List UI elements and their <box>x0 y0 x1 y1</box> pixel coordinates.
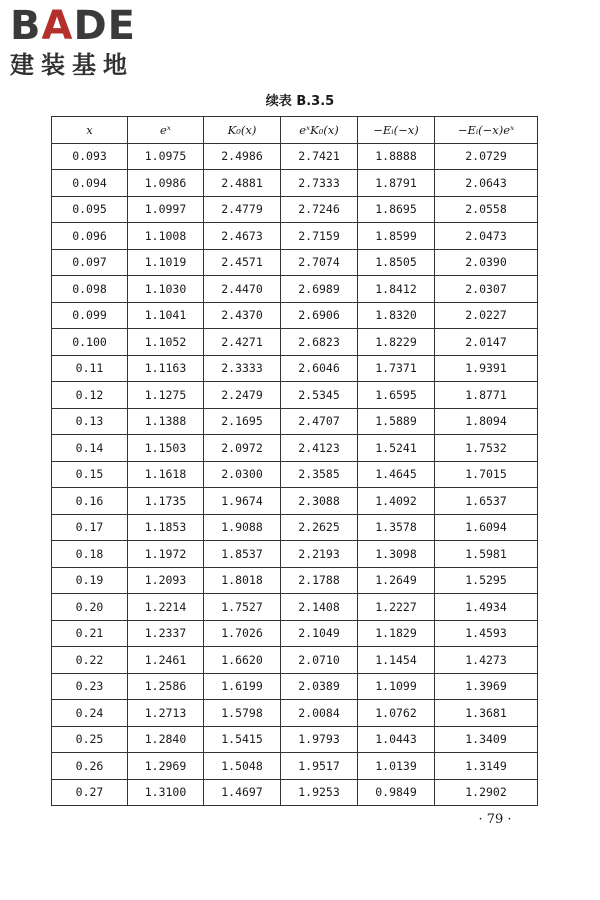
table-cell: 1.2902 <box>435 779 538 806</box>
table-cell: 1.1618 <box>128 461 204 488</box>
table-cell: 2.0729 <box>435 143 538 170</box>
table-cell: 1.4092 <box>358 488 435 515</box>
table-cell: 1.1735 <box>128 488 204 515</box>
table-cell: 2.3585 <box>281 461 358 488</box>
table-cell: 2.0147 <box>435 329 538 356</box>
table-row <box>52 514 538 541</box>
table-row <box>52 700 538 727</box>
table-cell: 2.1788 <box>281 567 358 594</box>
table-cell: 2.6046 <box>281 355 358 382</box>
table-cell: 2.2479 <box>204 382 281 409</box>
table-cell: 1.1099 <box>358 673 435 700</box>
table-cell: 0.26 <box>52 753 128 780</box>
table-cell: 1.8094 <box>435 408 538 435</box>
column-header-x: x <box>52 117 128 144</box>
table-cell: 2.3088 <box>281 488 358 515</box>
table-cell: 2.4881 <box>204 170 281 197</box>
table-cell: 1.1454 <box>358 647 435 674</box>
table-cell: 1.9391 <box>435 355 538 382</box>
table-cell: 1.6094 <box>435 514 538 541</box>
table-cell: 0.25 <box>52 726 128 753</box>
table-row <box>52 196 538 223</box>
table-cell: 2.1695 <box>204 408 281 435</box>
logo-subtitle: 建装基地 <box>10 51 134 79</box>
table-cell: 0.20 <box>52 594 128 621</box>
table-cell: 1.3100 <box>128 779 204 806</box>
table-cell: 2.0227 <box>435 302 538 329</box>
table-cell: 1.0997 <box>128 196 204 223</box>
table-cell: 2.2625 <box>281 514 358 541</box>
table-cell: 2.7074 <box>281 249 358 276</box>
table-cell: 0.096 <box>52 223 128 250</box>
table-cell: 1.2586 <box>128 673 204 700</box>
table-cell: 1.0443 <box>358 726 435 753</box>
table-cell: 1.7532 <box>435 435 538 462</box>
column-header-exp-x: eˣ <box>128 117 204 144</box>
table-row <box>52 249 538 276</box>
table-cell: 0.17 <box>52 514 128 541</box>
data-table <box>51 116 538 806</box>
table-row <box>52 170 538 197</box>
table-cell: 1.6199 <box>204 673 281 700</box>
column-header-exp-k0: eˣK₀(x) <box>281 117 358 144</box>
table-cell: 0.11 <box>52 355 128 382</box>
table-row <box>52 673 538 700</box>
table-cell: 1.7026 <box>204 620 281 647</box>
table-cell: 0.100 <box>52 329 128 356</box>
table-cell: 1.3681 <box>435 700 538 727</box>
table-cell: 1.7371 <box>358 355 435 382</box>
table-row <box>52 302 538 329</box>
table-cell: 1.9674 <box>204 488 281 515</box>
table-cell: 1.4593 <box>435 620 538 647</box>
table-cell: 0.093 <box>52 143 128 170</box>
table-cell: 1.2093 <box>128 567 204 594</box>
table-cell: 2.0390 <box>435 249 538 276</box>
table-cell: 1.4697 <box>204 779 281 806</box>
table-cell: 1.8505 <box>358 249 435 276</box>
table-cell: 1.1275 <box>128 382 204 409</box>
table-cell: 0.27 <box>52 779 128 806</box>
table-cell: 1.2649 <box>358 567 435 594</box>
table-cell: 2.0300 <box>204 461 281 488</box>
table-cell: 1.9253 <box>281 779 358 806</box>
column-header-ei-exp: −Eᵢ(−x)eˣ <box>435 117 538 144</box>
column-header-k0: K₀(x) <box>204 117 281 144</box>
table-row <box>52 488 538 515</box>
table-cell: 0.19 <box>52 567 128 594</box>
table-cell: 1.1829 <box>358 620 435 647</box>
table-cell: 1.1041 <box>128 302 204 329</box>
table-cell: 1.2227 <box>358 594 435 621</box>
table-cell: 1.3409 <box>435 726 538 753</box>
table-cell: 2.4123 <box>281 435 358 462</box>
table-cell: 2.0084 <box>281 700 358 727</box>
table-cell: 2.4673 <box>204 223 281 250</box>
table-cell: 1.9088 <box>204 514 281 541</box>
table-cell: 2.1408 <box>281 594 358 621</box>
table-cell: 1.5889 <box>358 408 435 435</box>
table-cell: 0.098 <box>52 276 128 303</box>
table-cell: 1.5981 <box>435 541 538 568</box>
table-cell: 1.1853 <box>128 514 204 541</box>
table-cell: 1.3578 <box>358 514 435 541</box>
table-cell: 1.8771 <box>435 382 538 409</box>
table-cell: 2.4370 <box>204 302 281 329</box>
logo-wordmark: BADE <box>10 3 136 49</box>
table-row <box>52 382 538 409</box>
table-cell: 0.095 <box>52 196 128 223</box>
table-cell: 0.097 <box>52 249 128 276</box>
table-cell: 1.3149 <box>435 753 538 780</box>
table-cell: 2.4271 <box>204 329 281 356</box>
column-header-ei: −Eᵢ(−x) <box>358 117 435 144</box>
table-cell: 1.2840 <box>128 726 204 753</box>
table-cell: 1.1503 <box>128 435 204 462</box>
table-cell: 2.4707 <box>281 408 358 435</box>
table-cell: 1.5295 <box>435 567 538 594</box>
table-cell: 0.12 <box>52 382 128 409</box>
brand-logo <box>10 3 180 80</box>
table-cell: 1.9517 <box>281 753 358 780</box>
table-cell: 1.5048 <box>204 753 281 780</box>
table-cell: 2.0643 <box>435 170 538 197</box>
table-cell: 1.8888 <box>358 143 435 170</box>
table-cell: 2.6906 <box>281 302 358 329</box>
table-cell: 1.3969 <box>435 673 538 700</box>
table-row <box>52 594 538 621</box>
table-row <box>52 753 538 780</box>
table-cell: 1.6537 <box>435 488 538 515</box>
table-caption: 续表 B.3.5 <box>265 94 335 109</box>
table-cell: 1.5415 <box>204 726 281 753</box>
table-cell: 1.4934 <box>435 594 538 621</box>
table-cell: 0.14 <box>52 435 128 462</box>
table-cell: 2.6823 <box>281 329 358 356</box>
table-cell: 2.4470 <box>204 276 281 303</box>
table-cell: 2.4779 <box>204 196 281 223</box>
table-cell: 1.3098 <box>358 541 435 568</box>
table-row <box>52 143 538 170</box>
table-header-row <box>52 117 538 144</box>
table-row <box>52 223 538 250</box>
table-row <box>52 567 538 594</box>
table-cell: 1.1972 <box>128 541 204 568</box>
table-cell: 1.1019 <box>128 249 204 276</box>
table-cell: 1.8537 <box>204 541 281 568</box>
table-cell: 0.16 <box>52 488 128 515</box>
table-cell: 1.6595 <box>358 382 435 409</box>
table-cell: 2.7333 <box>281 170 358 197</box>
table-cell: 1.0986 <box>128 170 204 197</box>
table-cell: 1.7015 <box>435 461 538 488</box>
table-cell: 2.6989 <box>281 276 358 303</box>
table-cell: 2.0558 <box>435 196 538 223</box>
table-cell: 1.1008 <box>128 223 204 250</box>
table-cell: 1.7527 <box>204 594 281 621</box>
table-cell: 1.2214 <box>128 594 204 621</box>
table-cell: 1.0139 <box>358 753 435 780</box>
table-cell: 0.9849 <box>358 779 435 806</box>
table-cell: 2.4571 <box>204 249 281 276</box>
table-cell: 1.9793 <box>281 726 358 753</box>
table-row <box>52 355 538 382</box>
table-cell: 2.7421 <box>281 143 358 170</box>
table-cell: 2.7159 <box>281 223 358 250</box>
table-cell: 0.22 <box>52 647 128 674</box>
table-row <box>52 541 538 568</box>
table-cell: 1.2969 <box>128 753 204 780</box>
table-row <box>52 647 538 674</box>
table-cell: 2.0307 <box>435 276 538 303</box>
table-cell: 1.8412 <box>358 276 435 303</box>
table-cell: 0.23 <box>52 673 128 700</box>
table-cell: 2.2193 <box>281 541 358 568</box>
table-row <box>52 276 538 303</box>
table-row <box>52 408 538 435</box>
table-cell: 1.2337 <box>128 620 204 647</box>
table-cell: 0.24 <box>52 700 128 727</box>
table-cell: 1.0975 <box>128 143 204 170</box>
table-cell: 2.3333 <box>204 355 281 382</box>
table-cell: 1.5798 <box>204 700 281 727</box>
table-cell: 1.1163 <box>128 355 204 382</box>
table-cell: 1.8229 <box>358 329 435 356</box>
table-body <box>52 143 538 806</box>
table-cell: 0.13 <box>52 408 128 435</box>
table-cell: 1.8599 <box>358 223 435 250</box>
table-row <box>52 435 538 462</box>
table-cell: 2.0710 <box>281 647 358 674</box>
table-cell: 0.094 <box>52 170 128 197</box>
table-cell: 1.1052 <box>128 329 204 356</box>
page-number: · 79 · <box>478 812 512 827</box>
table-cell: 1.1388 <box>128 408 204 435</box>
table-cell: 2.1049 <box>281 620 358 647</box>
table-cell: 1.8018 <box>204 567 281 594</box>
table-row <box>52 461 538 488</box>
table-row <box>52 329 538 356</box>
table-cell: 2.0473 <box>435 223 538 250</box>
table-row <box>52 779 538 806</box>
table-cell: 0.18 <box>52 541 128 568</box>
table-row <box>52 726 538 753</box>
table-cell: 1.8320 <box>358 302 435 329</box>
table-cell: 0.21 <box>52 620 128 647</box>
table-cell: 0.099 <box>52 302 128 329</box>
table-cell: 1.8791 <box>358 170 435 197</box>
table-cell: 1.4273 <box>435 647 538 674</box>
table-cell: 2.4986 <box>204 143 281 170</box>
table-cell: 2.5345 <box>281 382 358 409</box>
table-cell: 1.4645 <box>358 461 435 488</box>
table-row <box>52 620 538 647</box>
table-cell: 0.15 <box>52 461 128 488</box>
table-cell: 1.8695 <box>358 196 435 223</box>
table-cell: 2.0389 <box>281 673 358 700</box>
table-cell: 1.5241 <box>358 435 435 462</box>
table-cell: 1.6620 <box>204 647 281 674</box>
table-cell: 1.2713 <box>128 700 204 727</box>
table-cell: 1.0762 <box>358 700 435 727</box>
table-cell: 2.0972 <box>204 435 281 462</box>
table-cell: 1.2461 <box>128 647 204 674</box>
table-cell: 2.7246 <box>281 196 358 223</box>
table-cell: 1.1030 <box>128 276 204 303</box>
